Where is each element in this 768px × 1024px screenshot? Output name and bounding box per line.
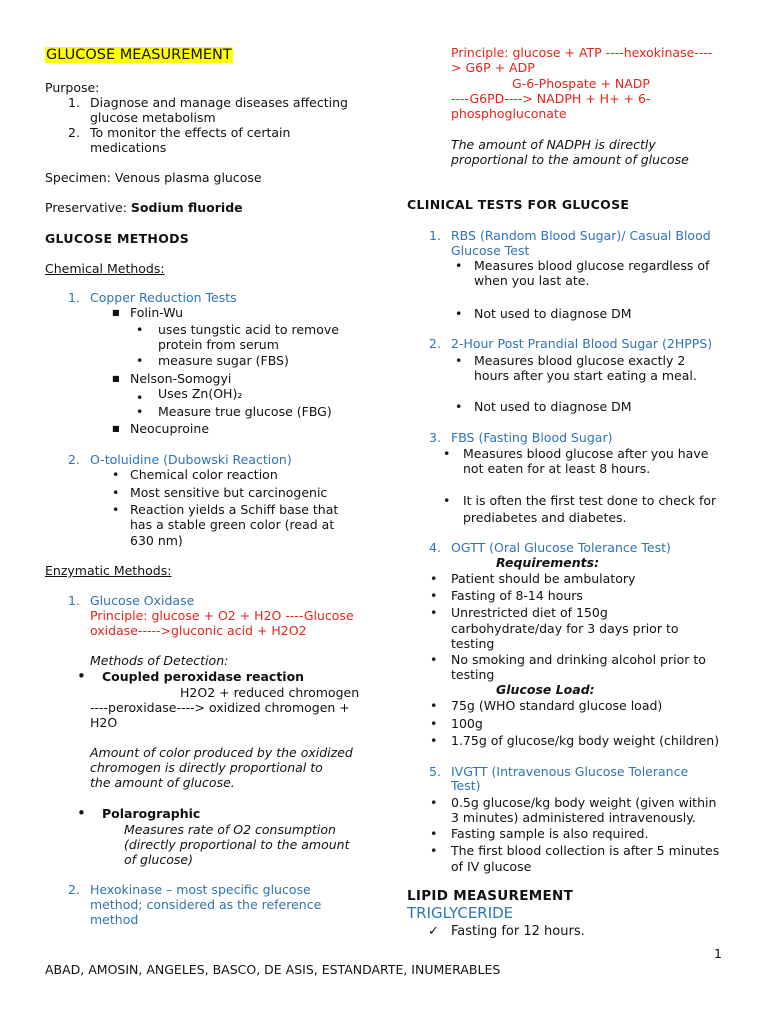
bullet-icon: • (430, 826, 438, 841)
hexokinase-principle: > G6P + ADP (451, 60, 535, 75)
bullet-icon: • (77, 804, 86, 822)
clinical-test-title: IVGTT (Intravenous Glucose Tolerance (451, 764, 689, 779)
enzymatic-item-number: 2. (68, 882, 80, 897)
requirement-item: Fasting of 8-14 hours (451, 588, 583, 603)
requirement-item: Unrestricted diet of 150g (451, 605, 608, 620)
clinical-test-number: 4. (429, 540, 441, 555)
glucose-load-item: 75g (WHO standard glucose load) (451, 698, 663, 713)
bullet-icon: • (112, 502, 120, 517)
reaction-equation: H2O (90, 715, 118, 730)
method-detail: Chemical color reaction (130, 467, 278, 482)
bullet-icon: • (77, 667, 86, 685)
enzymatic-item-title: method (90, 912, 139, 927)
clinical-test-detail: Not used to diagnose DM (474, 399, 632, 414)
bullet-icon: • (112, 467, 120, 482)
clinical-test-title: 2-Hour Post Prandial Blood Sugar (2HPPS) (451, 336, 713, 351)
bullet-icon: • (455, 353, 463, 368)
purpose-item-line: medications (90, 140, 167, 155)
method-detail: Most sensitive but carcinogenic (130, 485, 328, 500)
clinical-test-title: OGTT (Oral Glucose Tolerance Test) (451, 540, 671, 555)
preservative-label: Preservative: (45, 200, 131, 215)
glucose-load-item: 1.75g of glucose/kg body weight (children) (451, 733, 720, 748)
bullet-icon: • (136, 404, 144, 419)
method-name: Nelson-Somogyi (130, 371, 232, 386)
lipid-measurement-heading: LIPID MEASUREMENT (407, 888, 574, 904)
enzymatic-item-title: Hexokinase – most specific glucose (90, 882, 311, 897)
clinical-test-detail: not eaten for at least 8 hours. (463, 461, 651, 476)
method-detail: 630 nm) (130, 533, 183, 548)
bullet-icon: • (430, 843, 438, 858)
hexokinase-principle: ----G6PD----> NADPH + H+ + 6- (451, 91, 651, 106)
purpose-item-number: 1. (68, 95, 80, 110)
color-note: the amount of glucose. (90, 775, 235, 790)
clinical-test-detail: 3 minutes) administered intravenously. (451, 810, 696, 825)
clinical-test-number: 5. (429, 764, 441, 779)
polarographic-note: (directly proportional to the amount (124, 837, 350, 852)
nadph-note: proportional to the amount of glucose (451, 152, 689, 167)
requirement-item: carbohydrate/day for 3 days prior to (451, 621, 679, 636)
requirement-item: testing (451, 636, 495, 651)
clinical-tests-heading: CLINICAL TESTS FOR GLUCOSE (407, 197, 630, 212)
clinical-test-detail: Measures blood glucose exactly 2 (474, 353, 686, 368)
clinical-test-number: 1. (429, 228, 441, 243)
bullet-icon: • (136, 390, 144, 405)
clinical-test-detail: prediabetes and diabetes. (463, 510, 627, 525)
chemical-item-number: 2. (68, 452, 80, 467)
clinical-test-number: 3. (429, 430, 441, 445)
clinical-test-number: 2. (429, 336, 441, 351)
clinical-test-detail: The first blood collection is after 5 minutes (451, 843, 720, 858)
document-title: GLUCOSE MEASUREMENT (46, 47, 232, 63)
purpose-item-number: 2. (68, 125, 80, 140)
clinical-test-detail: of IV glucose (451, 859, 532, 874)
method-detail: Reaction yields a Schiff base that (130, 502, 339, 517)
method-detail: Measure true glucose (FBG) (158, 404, 332, 419)
bullet-icon: • (430, 733, 438, 748)
enzymatic-item-title: Glucose Oxidase (90, 593, 195, 608)
bullet-icon: • (430, 571, 438, 586)
square-bullet-icon: ■ (112, 308, 120, 317)
clinical-test-detail: Not used to diagnose DM (474, 306, 632, 321)
hexokinase-principle: Principle: glucose + ATP ----hexokinase---- (451, 45, 713, 60)
requirement-item: testing (451, 667, 495, 682)
bullet-icon: • (430, 588, 438, 603)
method-detail: Uses Zn(OH)₂ (158, 386, 243, 401)
purpose-item-line: To monitor the effects of certain (90, 125, 291, 140)
square-bullet-icon: ■ (112, 374, 120, 383)
purpose-item-line: Diagnose and manage diseases affecting (90, 95, 348, 110)
polarographic-note: of glucose) (124, 852, 193, 867)
chemical-item-title: O-toluidine (Dubowski Reaction) (90, 452, 292, 467)
bullet-icon: • (443, 493, 451, 508)
requirement-item: No smoking and drinking alcohol prior to (451, 652, 706, 667)
chemical-item-title: Copper Reduction Tests (90, 290, 237, 305)
clinical-test-detail: It is often the first test done to check for (463, 493, 717, 508)
chemical-item-number: 1. (68, 290, 80, 305)
bullet-icon: • (443, 446, 451, 461)
enzymatic-item-number: 1. (68, 593, 80, 608)
square-bullet-icon: ■ (112, 424, 120, 433)
nadph-note: The amount of NADPH is directly (451, 137, 656, 152)
bullet-icon: • (136, 322, 144, 337)
purpose-item-line: glucose metabolism (90, 110, 216, 125)
method-name: Neocuproine (130, 421, 210, 436)
clinical-test-detail: Measures blood glucose regardless of (474, 258, 710, 273)
glucose-load-item: 100g (451, 716, 483, 731)
preservative-value: Sodium fluoride (130, 200, 243, 215)
clinical-test-detail: hours after you start eating a meal. (474, 368, 697, 383)
detection-method: Coupled peroxidase reaction (102, 669, 305, 684)
enzymatic-item-title: method; considered as the reference (90, 897, 322, 912)
footer-authors: ABAD, AMOSIN, ANGELES, BASCO, DE ASIS, ESTANDARTE, INUMERABLES (45, 962, 501, 977)
principle-text: oxidase----->gluconic acid + H2O2 (90, 623, 307, 638)
bullet-icon: • (430, 652, 438, 667)
requirements-label: Requirements: (496, 555, 600, 570)
method-name: Folin-Wu (130, 305, 184, 320)
detection-label: Methods of Detection: (90, 653, 229, 668)
purpose-label: Purpose: (45, 80, 100, 95)
clinical-test-detail: when you last ate. (474, 273, 590, 288)
bullet-icon: • (430, 716, 438, 731)
clinical-test-detail: 0.5g glucose/kg body weight (given within (451, 795, 717, 810)
bullet-icon: • (136, 353, 144, 368)
method-detail: has a stable green color (read at (130, 517, 335, 532)
fasting-requirement: Fasting for 12 hours. (451, 924, 585, 939)
bullet-icon: • (430, 698, 438, 713)
method-detail: protein from serum (158, 337, 279, 352)
detection-method: Polarographic (102, 806, 201, 821)
reaction-equation: ----peroxidase----> oxidized chromogen + (90, 700, 350, 715)
polarographic-note: Measures rate of O2 consumption (124, 822, 336, 837)
bullet-icon: • (430, 605, 438, 620)
page-number: 1 (714, 946, 722, 961)
bullet-icon: • (112, 485, 120, 500)
triglyceride-heading: TRIGLYCERIDE (407, 904, 514, 922)
requirement-item: Patient should be ambulatory (451, 571, 636, 586)
principle-text: Principle: glucose + O2 + H2O ----Glucose (90, 608, 354, 623)
clinical-test-title: RBS (Random Blood Sugar)/ Casual Blood (451, 228, 711, 243)
clinical-test-title: Glucose Test (451, 243, 530, 258)
hexokinase-principle: G-6-Phospate + NADP (512, 76, 650, 91)
preservative-line (45, 200, 243, 215)
glucose-load-label: Glucose Load: (496, 682, 595, 697)
clinical-test-detail: Fasting sample is also required. (451, 826, 649, 841)
method-detail: uses tungstic acid to remove (158, 322, 339, 337)
checkmark-icon: ✓ (428, 924, 439, 939)
glucose-methods-heading: GLUCOSE METHODS (45, 231, 190, 246)
clinical-test-detail: Measures blood glucose after you have (463, 446, 709, 461)
bullet-icon: • (430, 795, 438, 810)
color-note: chromogen is directly proportional to (90, 760, 323, 775)
bullet-icon: • (455, 258, 463, 273)
color-note: Amount of color produced by the oxidized (90, 745, 353, 760)
bullet-icon: • (455, 399, 463, 414)
hexokinase-principle: phosphogluconate (451, 106, 567, 121)
chemical-methods-heading: Chemical Methods: (45, 261, 165, 276)
clinical-test-title: FBS (Fasting Blood Sugar) (451, 430, 613, 445)
reaction-equation: H2O2 + reduced chromogen (180, 685, 360, 700)
specimen-text: Specimen: Venous plasma glucose (45, 170, 262, 185)
clinical-test-title: Test) (451, 778, 481, 793)
method-detail: measure sugar (FBS) (158, 353, 289, 368)
bullet-icon: • (455, 306, 463, 321)
enzymatic-methods-heading: Enzymatic Methods: (45, 563, 172, 578)
